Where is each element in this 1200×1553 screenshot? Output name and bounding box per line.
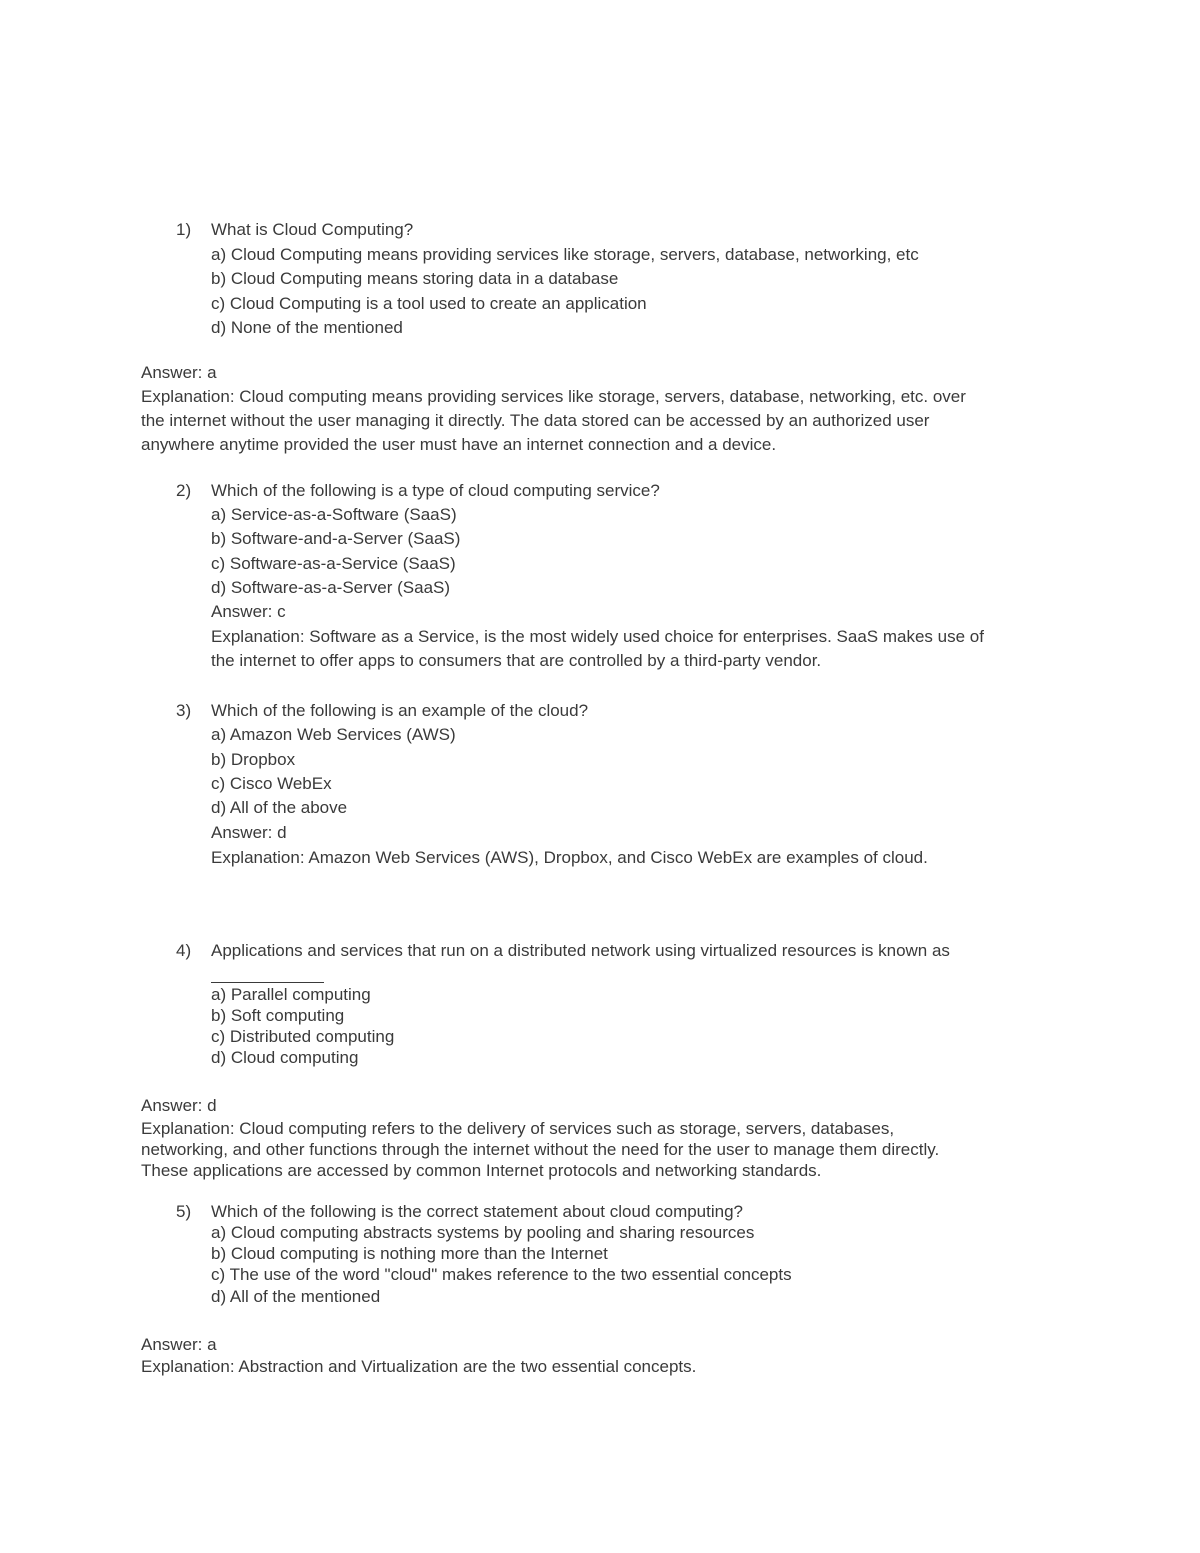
explanation-line: Explanation: Software as a Service, is the most widely used choice for enterprises. SaaS makes use of (211, 627, 984, 646)
fill-in-blank (211, 982, 324, 983)
question-number: 5) (176, 1202, 192, 1221)
explanation-line: the internet to offer apps to consumers that are controlled by a third-party vendor. (211, 651, 822, 670)
option-a: a) Amazon Web Services (AWS) (211, 725, 456, 744)
option-a: a) Service-as-a-Software (SaaS) (211, 505, 457, 524)
explanation-line: Explanation: Cloud computing refers to the delivery of services such as storage, servers, databases, (141, 1119, 895, 1138)
question-number: 2) (176, 481, 192, 500)
explanation-line: Explanation: Amazon Web Services (AWS), Dropbox, and Cisco WebEx are examples of cloud. (211, 848, 928, 867)
option-d: d) Cloud computing (211, 1048, 359, 1067)
option-a: a) Cloud computing abstracts systems by pooling and sharing resources (211, 1223, 755, 1242)
answer: Answer: d (211, 823, 287, 842)
option-c: c) Distributed computing (211, 1027, 395, 1046)
option-d: d) Software-as-a-Server (SaaS) (211, 578, 451, 597)
question-number: 4) (176, 941, 192, 960)
explanation-line: Explanation: Cloud computing means providing services like storage, servers, database, networking, etc. over (141, 387, 966, 406)
explanation-line: anywhere anytime provided the user must have an internet connection and a device. (141, 435, 777, 454)
explanation-line: networking, and other functions through the internet without the need for the user to manage them directly. (141, 1140, 940, 1159)
answer: Answer: a (141, 1335, 217, 1354)
answer: Answer: c (211, 602, 286, 621)
option-b: b) Soft computing (211, 1006, 345, 1025)
option-b: b) Software-and-a-Server (SaaS) (211, 529, 461, 548)
explanation-line: the internet without the user managing it directly. The data stored can be accessed by an authorized user (141, 411, 930, 430)
answer: Answer: d (141, 1096, 217, 1115)
question-number: 3) (176, 701, 192, 720)
option-c: c) Cloud Computing is a tool used to create an application (211, 294, 647, 313)
question-text: Which of the following is an example of the cloud? (211, 701, 589, 720)
question-text: Applications and services that run on a distributed network using virtualized resources is known as (211, 941, 950, 960)
option-c: c) The use of the word "cloud" makes reference to the two essential concepts (211, 1265, 792, 1284)
option-d: d) None of the mentioned (211, 318, 403, 337)
option-d: d) All of the above (211, 798, 348, 817)
option-d: d) All of the mentioned (211, 1287, 381, 1306)
question-text: Which of the following is the correct statement about cloud computing? (211, 1202, 744, 1221)
option-c: c) Cisco WebEx (211, 774, 332, 793)
option-b: b) Cloud computing is nothing more than the Internet (211, 1244, 608, 1263)
question-number: 1) (176, 220, 192, 239)
option-a: a) Cloud Computing means providing services like storage, servers, database, networking, etc (211, 245, 919, 264)
option-a: a) Parallel computing (211, 985, 371, 1004)
answer: Answer: a (141, 363, 217, 382)
explanation-line: Explanation: Abstraction and Virtualization are the two essential concepts. (141, 1357, 697, 1376)
option-b: b) Cloud Computing means storing data in a database (211, 269, 619, 288)
option-b: b) Dropbox (211, 750, 296, 769)
option-c: c) Software-as-a-Service (SaaS) (211, 554, 456, 573)
question-text: Which of the following is a type of cloud computing service? (211, 481, 660, 500)
explanation-line: These applications are accessed by common Internet protocols and networking standards. (141, 1161, 822, 1180)
question-text: What is Cloud Computing? (211, 220, 414, 239)
